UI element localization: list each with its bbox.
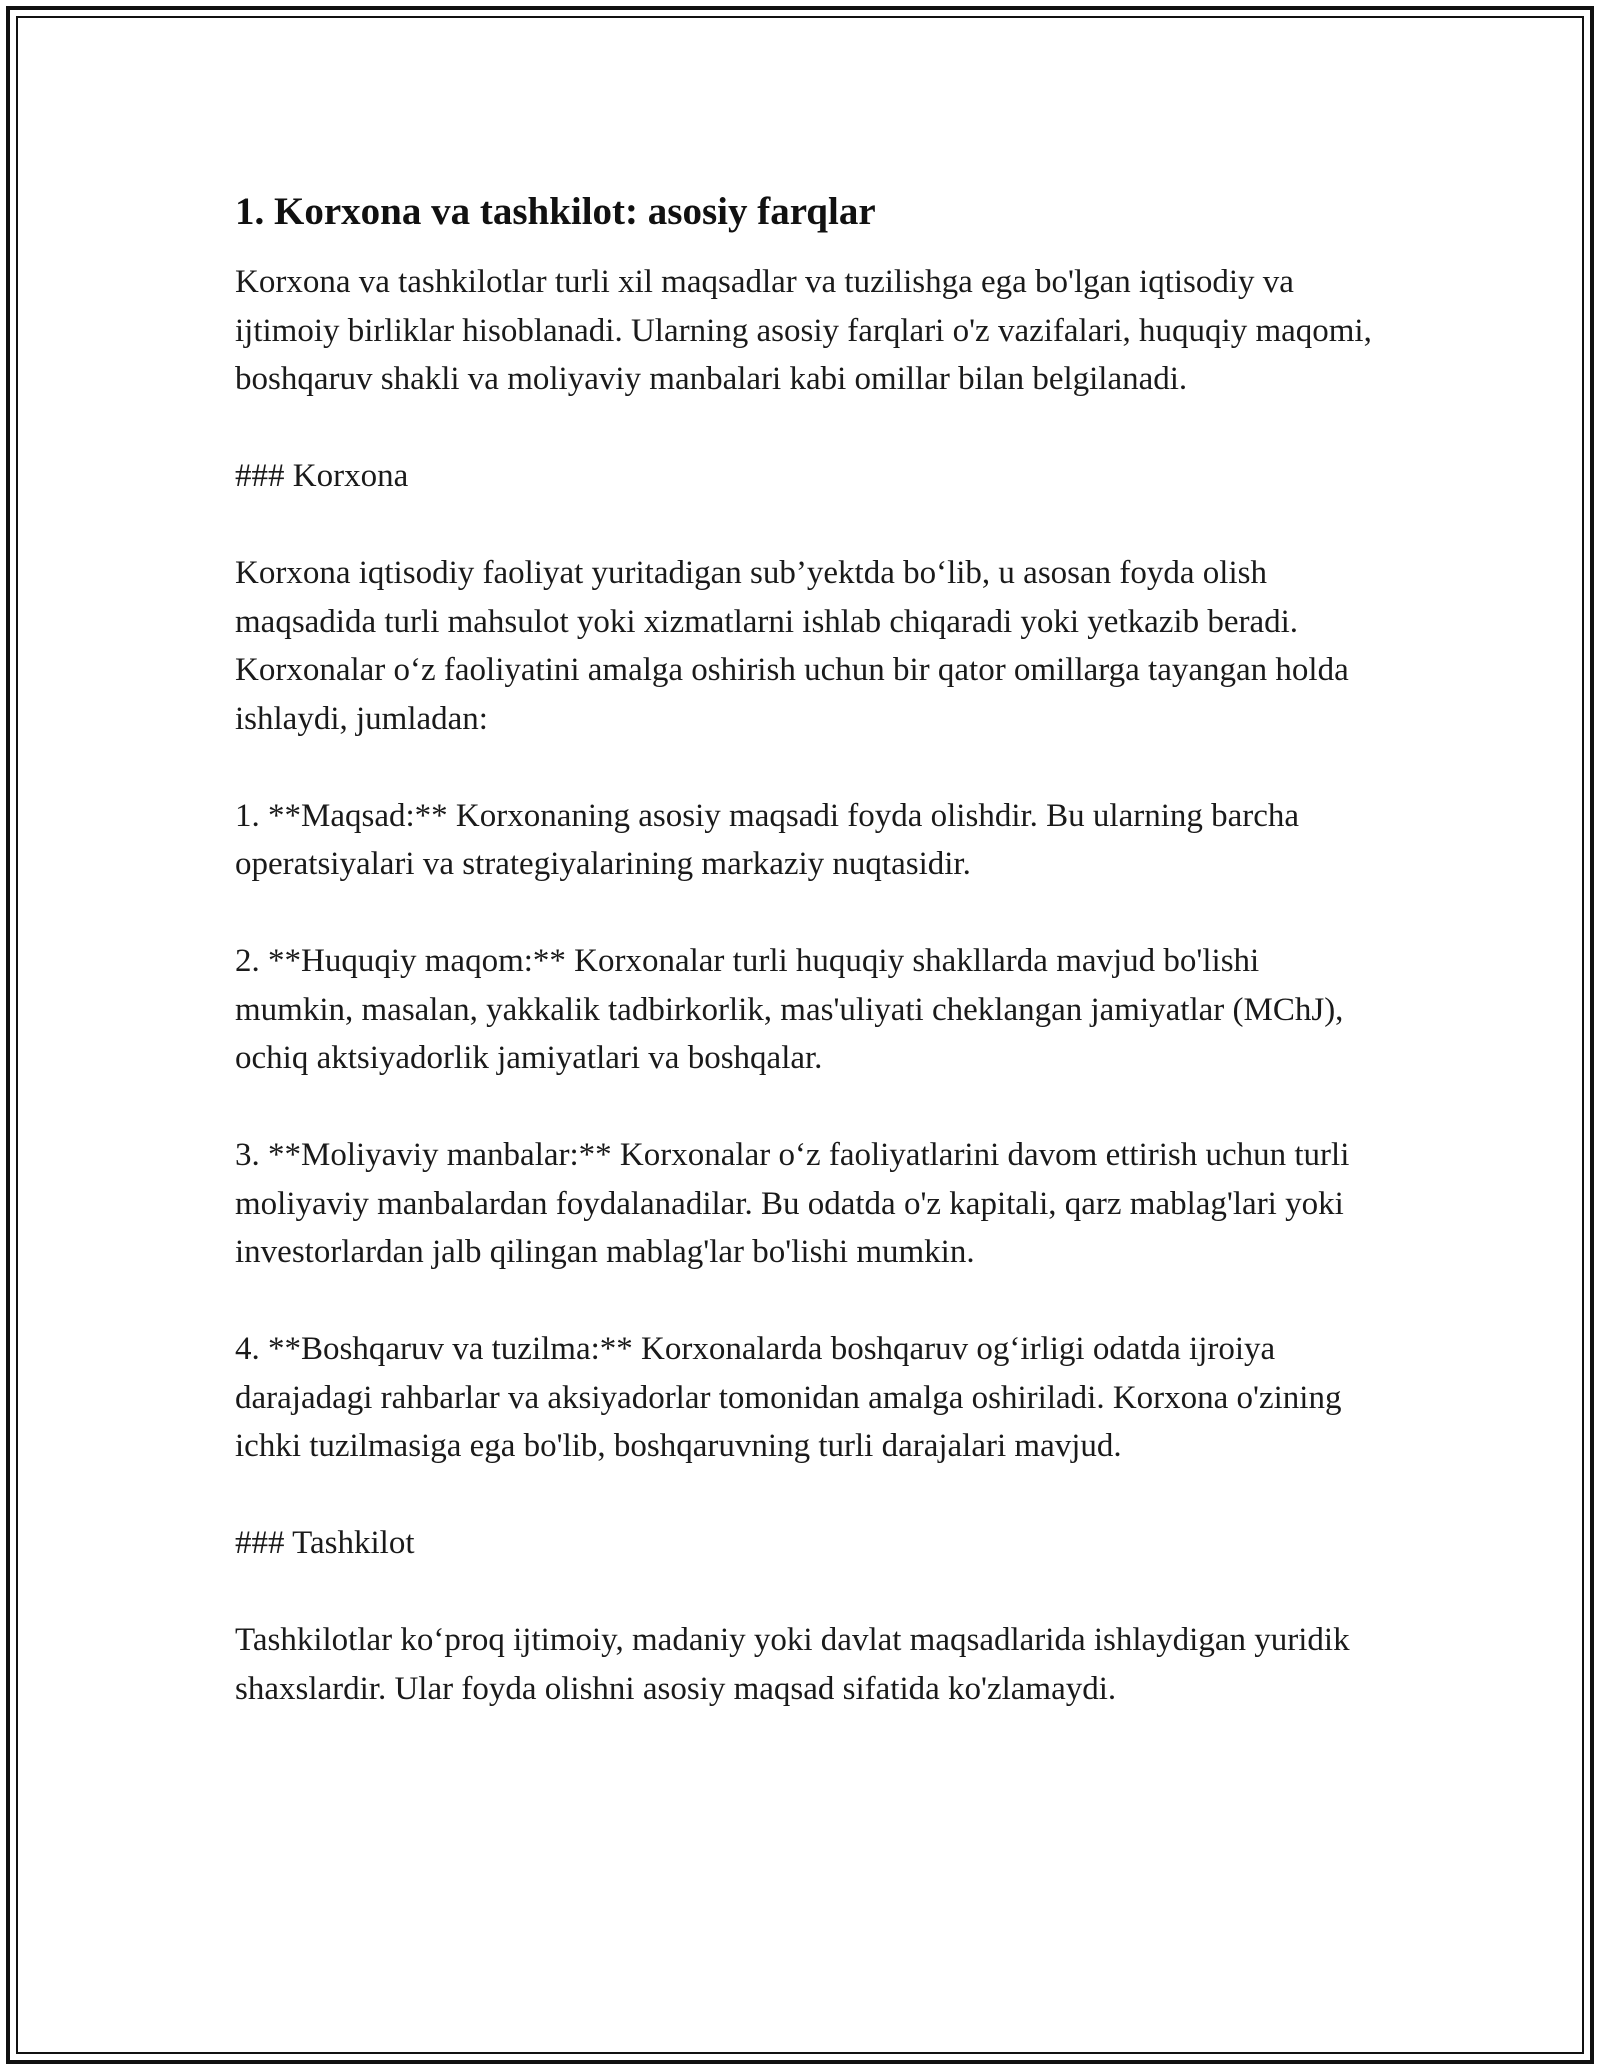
list-item-moliyaviy-manbalar: 3. **Moliyaviy manbalar:** Korxonalar o‘z faoliyatlarini davom ettirish uchun turli moliyaviy manbalardan foydalanadilar. Bu odatda o'z kapitali, qarz mablag'lari yoki investorlardan jalb qilingan mablag'lar bo'lishi mumkin.: [235, 1137, 1350, 1270]
korxona-heading: ### Korxona: [235, 458, 409, 494]
tashkilot-intro-paragraph: Tashkilotlar ko‘proq ijtimoiy, madaniy yoki davlat maqsadlarida ishlaydigan yuridik shaxslardir. Ular foyda olishni asosiy maqsad sifatida ko'zlamaydi.: [235, 1622, 1350, 1707]
document-title: 1. Korxona va tashkilot: asosiy farqlar: [235, 190, 876, 233]
list-item-boshqaruv: 4. **Boshqaruv va tuzilma:** Korxonalarda boshqaruv og‘irligi odatda ijroiya darajadagi rahbarlar va aksiyadorlar tomonidan amalga oshiriladi. Korxona o'zining ichki tuzilmasiga ega bo'lib, boshqaruvning turli darajalari mavjud.: [235, 1331, 1342, 1464]
list-item-huquqiy-maqom: 2. **Huquqiy maqom:** Korxonalar turli huquqiy shakllarda mavjud bo'lishi mumkin, masalan, yakkalik tadbirkorlik, mas'uliyati cheklangan jamiyatlar (MChJ), ochiq aktsiyadorlik jamiyatlari va boshqalar.: [235, 943, 1344, 1076]
korxona-intro-paragraph: Korxona iqtisodiy faoliyat yuritadigan sub’yektda bo‘lib, u asosan foyda olish maqsadida turli mahsulot yoki xizmatlarni ishlab chiqaradi yoki yetkazib beradi. Korxonalar o‘z faoliyatini amalga oshirish uchun bir qator omillarga tayangan holda ishlaydi, jumladan:: [235, 555, 1349, 737]
tashkilot-heading: ### Tashkilot: [235, 1525, 415, 1561]
document-body: [235, 184, 1385, 1713]
list-item-maqsad: 1. **Maqsad:** Korxonaning asosiy maqsadi foyda olishdir. Bu ularning barcha operatsiyalari va strategiyalarining markaziy nuqtasidir.: [235, 797, 1300, 882]
intro-paragraph: Korxona va tashkilotlar turli xil maqsadlar va tuzilishga ega bo'lgan iqtisodiy va ijtimoiy birliklar hisoblanadi. Ularning asosiy farqlari o'z vazifalari, huquqiy maqomi, boshqaruv shakli va moliyaviy manbalari kabi omillar bilan belgilanadi.: [235, 264, 1372, 397]
